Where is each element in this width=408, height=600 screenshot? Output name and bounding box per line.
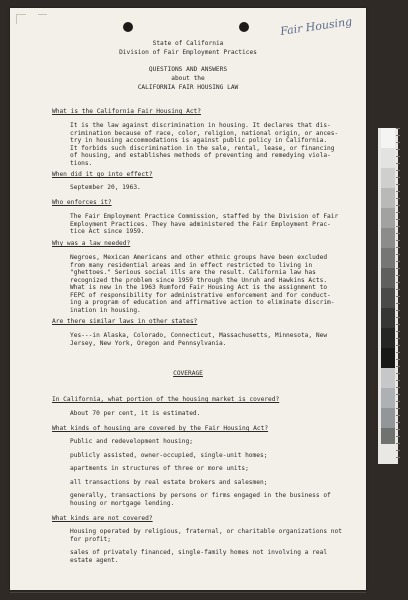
answer-line: About 70 per cent, it is estimated. (70, 410, 201, 417)
title-line1: QUESTIONS AND ANSWERS (148, 66, 228, 73)
answer-list (70, 438, 331, 507)
answer-line: try in housing accommodations is against public policy in California. (70, 137, 328, 144)
scale-patch (381, 368, 395, 388)
scale-patch (381, 268, 395, 288)
scale-patch (381, 248, 395, 268)
answer-paragraph (70, 332, 328, 347)
scale-patch (381, 128, 395, 148)
scale-patch (381, 208, 395, 228)
answer-line: generally, transactions by persons or firms engaged in the business of (70, 492, 331, 499)
scale-ruler (396, 128, 400, 464)
crop-mark (16, 14, 26, 24)
answer-line: recognized the problem since 1959 through the Unruh and Hawkins Acts. (70, 276, 328, 284)
answer-line: September 20, 1963. (70, 184, 141, 191)
answer-line: apartments in structures of three or more units; (70, 465, 249, 472)
answer-paragraph (70, 213, 339, 236)
answer-line: Negroes, Mexican Americans and other ethnic groups have been excluded (70, 254, 328, 261)
answer-line: from many residential areas and in effect restricted to living in (70, 261, 313, 269)
answer-line: Public and redevelopment housing; (70, 438, 193, 445)
scan-edge (10, 592, 366, 593)
answer-paragraph (70, 184, 328, 192)
scale-patch (381, 348, 395, 368)
question-heading: What kinds of housing are covered by the Fair Housing Act? (52, 425, 269, 432)
answer-paragraph (70, 254, 335, 314)
scale-patch (381, 288, 395, 308)
answer-line: estate agent. (70, 556, 119, 564)
answer-line: ination in housing. (70, 306, 141, 314)
answer-paragraph (70, 410, 328, 418)
punch-hole (239, 22, 249, 32)
answer-line: Yes---in Alaska, Colorado, Connecticut, Massachusetts, Minnesota, New (70, 332, 328, 339)
question-heading: What is the California Fair Housing Act? (52, 108, 202, 115)
answer-line: ing a program of education and affirmative action to eliminate discrim- (70, 299, 335, 306)
answer-line: all transactions by real estate brokers and salesmen; (70, 478, 268, 486)
answer-line: It is the law against discrimination in housing. It declares that dis- (70, 122, 331, 129)
question-heading: In California, what portion of the housing market is covered? (52, 396, 280, 403)
answer-line: crimination because of race, color, religion, national origin, or ances- (70, 129, 339, 137)
answer-line: It forbids such discrimination in the sale, rental, lease, or financing (70, 144, 335, 152)
title-line3: CALIFORNIA FAIR HOUSING LAW (137, 84, 239, 91)
answer-line: of housing, and establishes methods of preventing and remedying viola- (70, 152, 331, 159)
answer-line: "ghettoes." Serious social ills are the result. California law has (70, 269, 316, 276)
answer-line: publicly assisted, owner-occupied, single-unit homes; (70, 451, 268, 459)
crop-mark (38, 14, 47, 24)
answer-line: tions. (70, 159, 93, 167)
title-line2: about the (171, 75, 205, 82)
section-heading (10, 370, 366, 378)
scale-patch (381, 188, 395, 208)
punch-hole (123, 22, 133, 32)
scale-patch (381, 228, 395, 248)
scale-patch (381, 308, 395, 328)
question-heading: What kinds are not covered? (52, 515, 153, 522)
scale-patch (381, 168, 395, 188)
header-line2: Division of Fair Employment Practices (119, 49, 257, 56)
answer-line: FEPC of responsibility for administrative enforcement and for conduct- (70, 291, 331, 299)
answer-line: for profit; (70, 535, 111, 543)
answer-paragraph (70, 122, 339, 167)
question-heading: Why was a law needed? (52, 240, 131, 247)
handwritten-annotation: Fair Housing (279, 15, 353, 38)
answer-line: What is new in the 1963 Rumford Fair Housing Act is the assignment to (70, 284, 328, 291)
answer-line: Housing operated by religious, fraternal, or charitable organizations not (70, 528, 342, 535)
answer-line: Jersey, New York, Oregon and Pennsylvania. (70, 339, 227, 347)
coverage-heading: COVERAGE (173, 370, 203, 377)
scale-patch (381, 388, 395, 408)
answer-line: sales of privately financed, single-family homes not involving a real (70, 549, 328, 556)
answer-line: tice Act since 1959. (70, 228, 145, 235)
archival-color-scale (378, 128, 398, 464)
scale-patch (381, 328, 395, 348)
answer-line: Employment Practices. They have administered the Fair Employment Prac- (70, 220, 331, 228)
question-heading: Who enforces it? (52, 199, 112, 206)
answer-line: The Fair Employment Practice Commission, staffed by the Division of Fair (70, 213, 339, 220)
question-heading: When did it go into effect? (52, 171, 153, 178)
answer-list (70, 528, 342, 564)
answer-line: housing or mortgage lending. (70, 499, 175, 507)
document-page (10, 8, 366, 590)
scale-patch (381, 428, 395, 444)
scale-patch (381, 408, 395, 428)
question-heading: Are there similar laws in other states? (52, 318, 198, 325)
scale-patch (381, 148, 395, 168)
header-line1: State of California (152, 40, 224, 47)
